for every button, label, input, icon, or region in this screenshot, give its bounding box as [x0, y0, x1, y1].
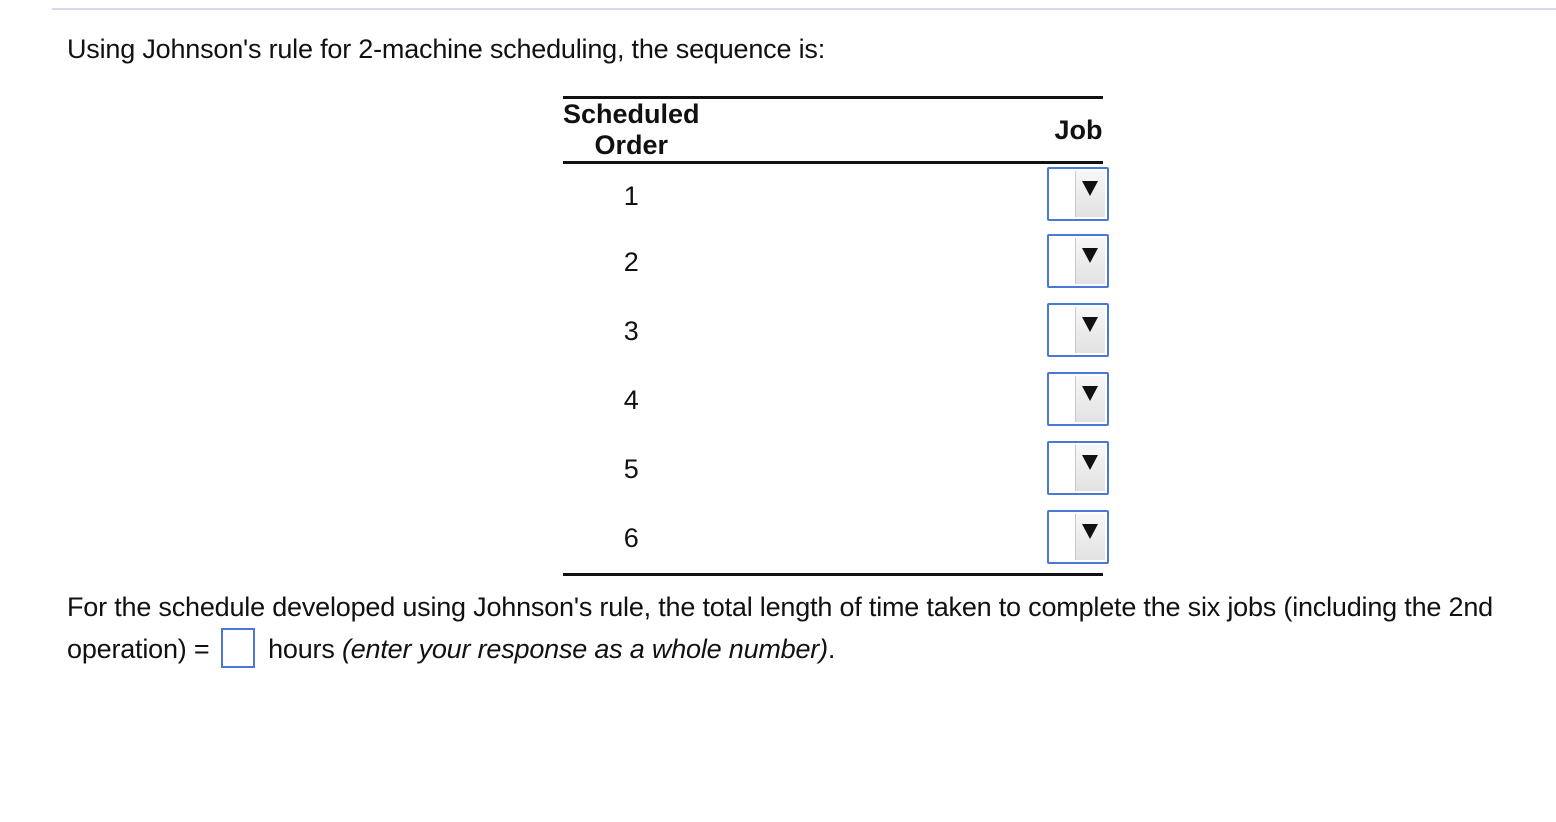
job-cell — [700, 163, 1103, 229]
job-select-2[interactable] — [1047, 234, 1109, 288]
dropdown-button[interactable] — [1075, 514, 1105, 560]
job-select-3[interactable] — [1047, 303, 1109, 357]
table-header-row — [563, 98, 1103, 163]
header-scheduled-order: Scheduled Order — [563, 98, 700, 163]
order-number: 3 — [623, 316, 639, 346]
header-job: Job — [700, 98, 1103, 163]
question-prefix: For the schedule developed using Johnson's rule, the total length of time taken to complete the six jobs (including the 2nd operation) = — [67, 592, 1493, 664]
dropdown-button[interactable] — [1075, 445, 1105, 491]
job-cell — [700, 504, 1103, 575]
job-cell — [700, 366, 1103, 435]
job-select-6[interactable] — [1047, 510, 1109, 564]
hint-text: (enter your response as a whole number) — [341, 634, 828, 664]
sentence-end: . — [827, 634, 836, 664]
dropdown-button[interactable] — [1075, 238, 1105, 284]
table-row — [563, 297, 1103, 366]
table-row — [563, 504, 1103, 575]
job-select-5[interactable] — [1047, 441, 1109, 495]
triangle-down-icon — [1081, 522, 1099, 540]
schedule-table — [563, 96, 1103, 576]
triangle-down-icon — [1081, 453, 1099, 471]
triangle-down-icon — [1081, 315, 1099, 333]
dropdown-button[interactable] — [1075, 171, 1105, 217]
order-number: 4 — [623, 385, 639, 415]
job-cell — [700, 435, 1103, 504]
triangle-down-icon — [1081, 384, 1099, 402]
table-row — [563, 163, 1103, 229]
order-number: 6 — [623, 523, 639, 553]
intro-text: Using Johnson's rule for 2-machine scheduling, the sequence is: — [67, 34, 825, 64]
table-row — [563, 228, 1103, 297]
order-number: 5 — [623, 454, 639, 484]
question-text — [67, 586, 1547, 670]
total-hours-input[interactable] — [221, 628, 255, 668]
table-row — [563, 435, 1103, 504]
dropdown-button[interactable] — [1075, 376, 1105, 422]
triangle-down-icon — [1081, 246, 1099, 264]
unit-label: hours — [268, 634, 335, 664]
triangle-down-icon — [1081, 179, 1099, 197]
order-number: 2 — [623, 247, 639, 277]
job-cell — [700, 297, 1103, 366]
job-select-4[interactable] — [1047, 372, 1109, 426]
divider — [52, 8, 1556, 10]
job-select-1[interactable] — [1047, 167, 1109, 221]
order-number: 1 — [623, 180, 639, 211]
job-cell — [700, 228, 1103, 297]
dropdown-button[interactable] — [1075, 307, 1105, 353]
table-row — [563, 366, 1103, 435]
